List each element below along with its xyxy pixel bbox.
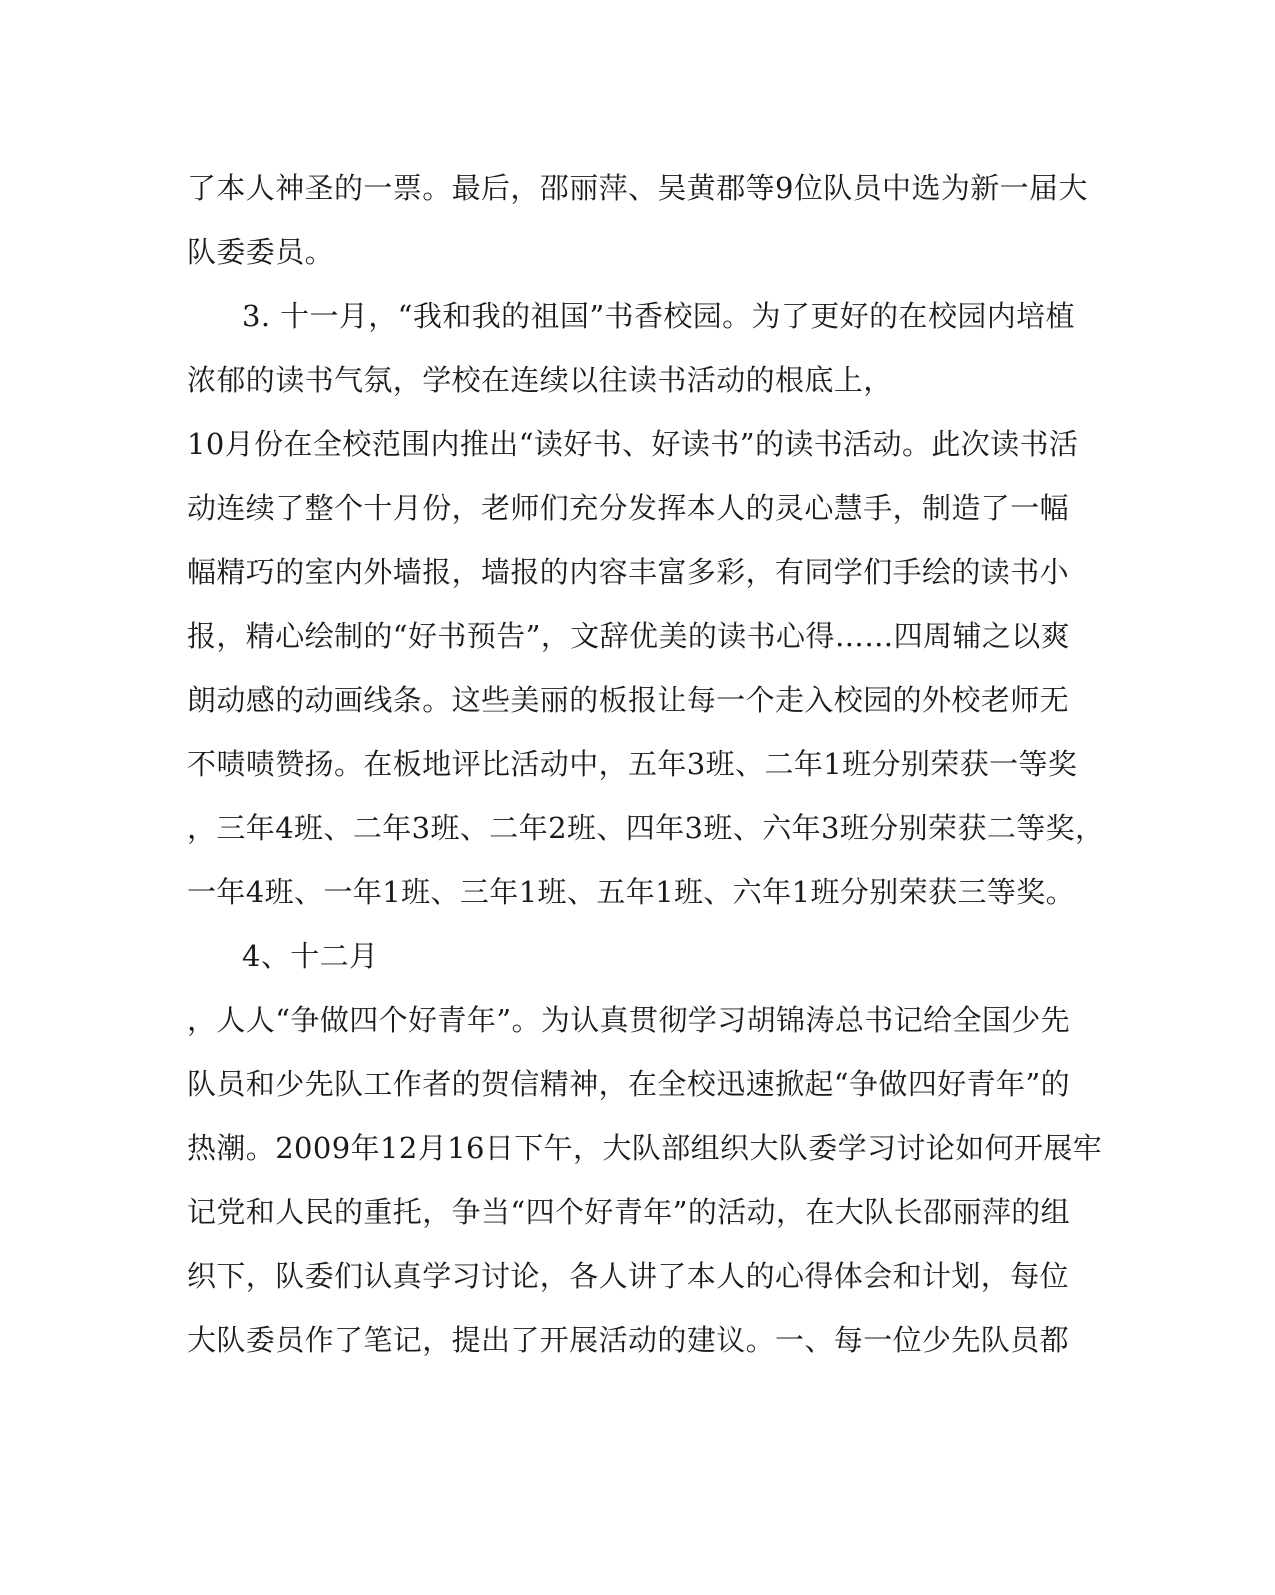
text-line-1: 了本人神圣的一票。最后，邵丽萍、吴黄郡等9位队员中选为新一届大 [187, 171, 1088, 205]
text-line-12: 一年4班、一年1班、三年1班、五年1班、六年1班分别荣获三等奖。 [187, 875, 1076, 909]
text-line-3: 3. 十一月，“我和我的祖国”书香校园。为了更好的在校园内培植 [242, 299, 1075, 333]
text-line-18: 织下，队委们认真学习讨论，各人讲了本人的心得体会和计划，每位 [187, 1259, 1070, 1293]
text-line-7: 幅精巧的室内外墙报，墙报的内容丰富多彩，有同学们手绘的读书小 [187, 555, 1070, 589]
text-line-2: 队委委员。 [187, 235, 335, 269]
text-line-4: 浓郁的读书气氛，学校在连续以往读书活动的根底上， [187, 363, 893, 397]
text-line-19: 大队委员作了笔记，提出了开展活动的建议。一、每一位少先队员都 [187, 1323, 1070, 1357]
text-line-17: 记党和人民的重托，争当“四个好青年”的活动，在大队长邵丽萍的组 [187, 1195, 1071, 1229]
text-line-13: 4、十二月 [242, 939, 379, 973]
text-line-11: ，三年4班、二年3班、二年2班、四年3班、六年3班分别荣获二等奖， [187, 811, 1105, 845]
text-line-9: 朗动感的动画线条。这些美丽的板报让每一个走入校园的外校老师无 [187, 683, 1070, 717]
text-line-8: 报，精心绘制的“好书预告”，文辞优美的读书心得……四周辅之以爽 [187, 619, 1071, 653]
text-line-5: 10月份在全校范围内推出“读好书、好读书”的读书活动。此次读书活 [187, 427, 1079, 461]
text-line-16: 热潮。2009年12月16日下午，大队部组织大队委学习讨论如何开展牢 [187, 1131, 1103, 1165]
text-line-10: 不啧啧赞扬。在板地评比活动中，五年3班、二年1班分别荣获一等奖 [187, 747, 1078, 781]
text-line-14: ，人人“争做四个好青年”。为认真贯彻学习胡锦涛总书记给全国少先 [187, 1003, 1071, 1037]
text-line-6: 动连续了整个十月份，老师们充分发挥本人的灵心慧手，制造了一幅 [187, 491, 1070, 525]
text-line-15: 队员和少先队工作者的贺信精神，在全校迅速掀起“争做四好青年”的 [187, 1067, 1071, 1101]
